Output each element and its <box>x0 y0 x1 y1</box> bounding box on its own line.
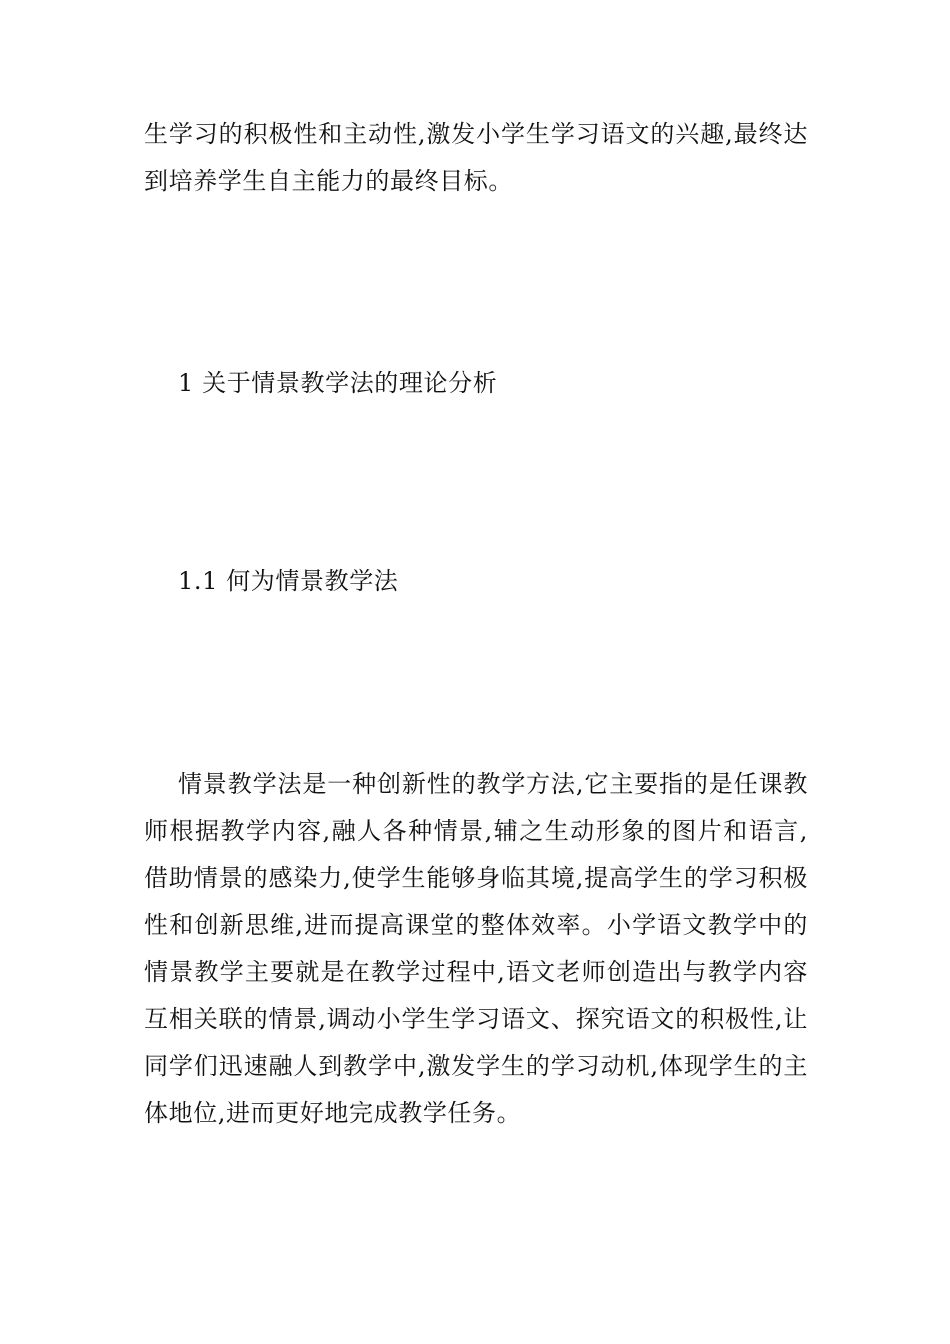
paragraph-body: 情景教学法是一种创新性的教学方法,它主要指的是任课教师根据教学内容,融人各种情景,辅之生动形象的图片和语言,借助情景的感染力,使学生能够身临其境,提高学生的学习积极性和创新思维,进而提高课堂的整体效率。小学语文教学中的情景教学主要就是在教学过程中,语文老师创造出与教学内容互相关联的情景,调动小学生学习语文、探究语文的积极性,让同学们迅速融人到教学中,激发学生的学习动机,体现学生的主体地位,进而更好地完成教学任务。 <box>144 770 808 1127</box>
section-heading: 1 关于情景教学法的理论分析 <box>178 369 498 397</box>
subsection-heading: 1.1 何为情景教学法 <box>178 567 399 595</box>
paragraph-continuation: 生学习的积极性和主动性,激发小学生学习语文的兴趣,最终达到培养学生自主能力的最终目标。 <box>144 120 808 195</box>
